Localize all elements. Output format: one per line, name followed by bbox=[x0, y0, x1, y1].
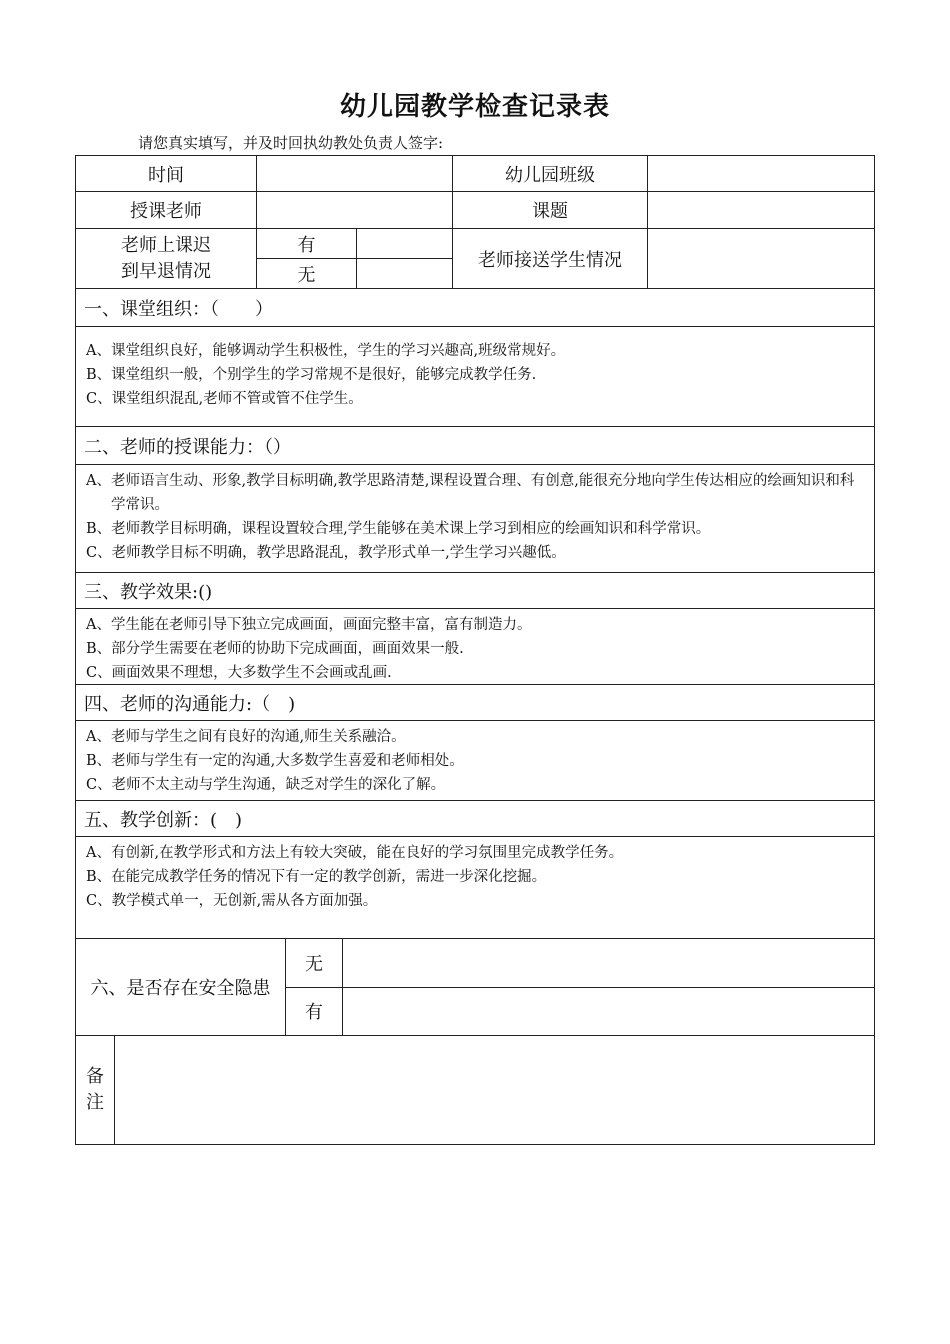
option-item: C、 老师不太主动与学生沟通，缺乏对学生的深化了解。 bbox=[86, 777, 446, 793]
option-item: B、 老师教学目标明确，课程设置较合理,学生能够在美术课上学习到相应的绘画知识和科学常识。 bbox=[86, 521, 711, 537]
topic-label: 课题 bbox=[453, 192, 648, 228]
option-item: A、 学生能在老师引导下独立完成画面，画面完整丰富，富有制造力。 bbox=[86, 617, 532, 633]
time-field[interactable] bbox=[257, 156, 453, 191]
remarks-field[interactable] bbox=[115, 1036, 874, 1144]
safety-yes-label: 有 bbox=[286, 988, 343, 1036]
page-title: 幼儿园教学检查记录表 bbox=[339, 92, 610, 122]
late-label-line2: 到早退情况 bbox=[121, 260, 211, 282]
option-item: B、 老师与学生有一定的沟通,大多数学生喜爱和老师相处。 bbox=[86, 753, 464, 769]
safety-row bbox=[76, 939, 874, 1036]
safety-no-field[interactable] bbox=[343, 939, 874, 987]
option-item: B、 在能完成教学任务的情况下有一定的教学创新，需进一步深化挖掘。 bbox=[86, 869, 547, 885]
late-no-label: 无 bbox=[257, 259, 357, 288]
late-yes-label: 有 bbox=[257, 229, 357, 258]
class-field[interactable] bbox=[648, 156, 874, 191]
section-1-options bbox=[76, 327, 874, 427]
section-2-heading: 二、老师的授课能力：（） bbox=[76, 427, 874, 465]
pickup-label: 老师接送学生情况 bbox=[453, 229, 648, 288]
late-label bbox=[76, 229, 257, 288]
class-label: 幼儿园班级 bbox=[453, 156, 648, 191]
remarks-row bbox=[76, 1036, 874, 1144]
late-no-field[interactable] bbox=[357, 259, 452, 288]
section-1-heading: 一、课堂组织：（ ） bbox=[76, 289, 874, 327]
teacher-label: 授课老师 bbox=[76, 192, 257, 228]
info-row-late bbox=[76, 229, 874, 289]
option-item: C、 画面效果不理想，大多数学生不会画或乱画. bbox=[86, 665, 392, 681]
instruction-text: 请您真实填写，并及时回执幼教处负责人签字: bbox=[138, 134, 444, 152]
safety-no-label: 无 bbox=[286, 939, 343, 987]
teacher-field[interactable] bbox=[257, 192, 453, 228]
option-item: A、 有创新,在教学形式和方法上有较大突破，能在良好的学习氛围里完成教学任务。 bbox=[86, 845, 624, 861]
pickup-field[interactable] bbox=[648, 229, 874, 288]
section-3-heading: 三、教学效果:() bbox=[76, 573, 874, 609]
safety-options bbox=[286, 939, 874, 1035]
option-item: B、 课堂组织一般，个别学生的学习常规不是很好，能够完成教学任务. bbox=[86, 367, 537, 383]
topic-field[interactable] bbox=[648, 192, 874, 228]
safety-yes-field[interactable] bbox=[343, 988, 874, 1036]
remarks-label-line2: 注 bbox=[86, 1092, 104, 1113]
option-item: C、 教学模式单一，无创新,需从各方面加强。 bbox=[86, 893, 378, 909]
section-5-heading: 五、教学创新：( ) bbox=[76, 801, 874, 837]
late-options bbox=[257, 229, 453, 288]
option-item: A、 课堂组织良好，能够调动学生积极性，学生的学习兴趣高,班级常规好。 bbox=[86, 343, 566, 359]
section-4-heading: 四、老师的沟通能力:（ ) bbox=[76, 685, 874, 721]
section-3-options bbox=[76, 609, 874, 685]
section-2-options bbox=[76, 465, 874, 573]
option-item: C、 课堂组织混乱,老师不管或管不住学生。 bbox=[86, 391, 363, 407]
late-yes-field[interactable] bbox=[357, 229, 452, 258]
safety-label: 六、是否存在安全隐患 bbox=[76, 939, 286, 1035]
info-row-time bbox=[76, 156, 874, 192]
section-4-options bbox=[76, 721, 874, 801]
option-item: A、 老师语言生动、形象,教学目标明确,教学思路清楚,课程设置合理、有创意,能很充分地向学生传达相应的绘画知识和科学常识。 bbox=[86, 473, 855, 513]
inspection-form bbox=[75, 155, 875, 1145]
time-label: 时间 bbox=[76, 156, 257, 191]
remarks-label-line1: 备 bbox=[86, 1066, 104, 1087]
remarks-label bbox=[76, 1036, 115, 1144]
option-item: C、 老师教学目标不明确，教学思路混乱，教学形式单一,学生学习兴趣低。 bbox=[86, 545, 566, 561]
late-label-line1: 老师上课迟 bbox=[121, 234, 211, 256]
option-item: A、 老师与学生之间有良好的沟通,师生关系融洽。 bbox=[86, 729, 406, 745]
section-5-options bbox=[76, 837, 874, 939]
info-row-teacher bbox=[76, 192, 874, 229]
option-item: B、 部分学生需要在老师的协助下完成画面，画面效果一般. bbox=[86, 641, 464, 657]
